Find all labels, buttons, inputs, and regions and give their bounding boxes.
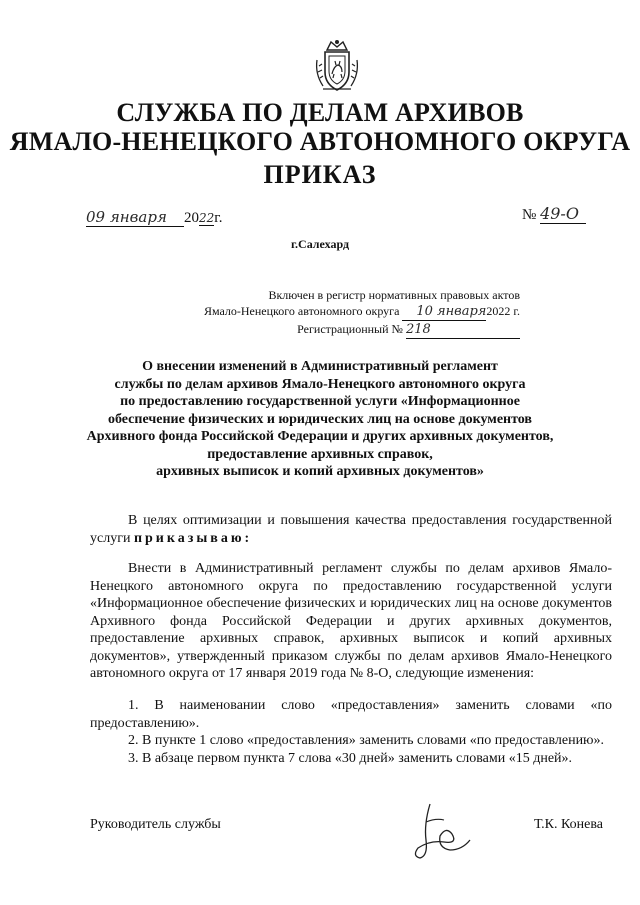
- organization-title: [0, 98, 640, 156]
- changes-list: [90, 697, 612, 767]
- subject-line: по предоставлению государственной услуги «Информационное: [120, 394, 520, 409]
- registration-line2-prefix: Ямало-Ненецкого автономного округа: [203, 304, 400, 318]
- registration-line3: [160, 321, 520, 339]
- signatory-position: Руководитель службы: [90, 817, 221, 832]
- order-date-year: 22: [199, 211, 215, 225]
- preamble-text: В целях оптимизации и повышения качества предоставления государственной услуги: [90, 513, 612, 546]
- command-word: приказываю:: [133, 530, 253, 546]
- city: г.Салехард: [290, 237, 350, 251]
- organization-title-line1: СЛУЖБА ПО ДЕЛАМ АРХИВОВ: [116, 98, 524, 127]
- document-type: ПРИКАЗ: [263, 160, 377, 189]
- handwritten-signature-icon: [400, 800, 480, 864]
- order-number: [522, 204, 586, 224]
- main-paragraph: Внести в Административный регламент службы по делам архивов Ямало-Ненецкого автономного округа по предоставлению государственной услуги «Информационное обеспечение физических и юридических лиц на основе документов Архивного фонда Российской Федерации и других архивных документов, предоставление архивных справок, архивных выписок и копий архивных документов», утвержденный приказом службы по делам архивов Ямало-Ненецкого автономного округа от 17 января 2019 года № 8-О, следующие изменения:: [90, 561, 612, 681]
- registration-date: 10 января: [402, 304, 486, 321]
- subject-line: Архивного фонда Российской Федерации и других архивных документов,: [86, 429, 554, 444]
- order-number-value: 49-О: [540, 204, 586, 224]
- order-date-year-suffix: г.: [214, 210, 223, 226]
- order-number-prefix: №: [522, 207, 537, 223]
- list-item: 1. В наименовании слово «предоставления» заменить словами «по предоставлению».: [90, 698, 612, 731]
- preamble-paragraph: [90, 512, 612, 547]
- registration-year: 2022 г.: [486, 304, 520, 318]
- registration-number: 218: [406, 322, 520, 339]
- registration-line2: [160, 303, 520, 321]
- registration-number-label: Регистрационный №: [297, 322, 403, 336]
- order-date: [86, 208, 223, 227]
- document-subject: [0, 358, 640, 481]
- order-date-year-prefix: 20: [184, 210, 199, 226]
- subject-line: обеспечение физических и юридических лиц на основе документов: [107, 411, 532, 427]
- organization-title-line2: ЯМАЛО-НЕНЕЦКОГО АВТОНОМНОГО ОКРУГА: [9, 127, 631, 156]
- registration-block: [160, 287, 520, 339]
- subject-line: службы по делам архивов Ямало-Ненецкого автономного округа: [114, 376, 526, 392]
- subject-line: предоставление архивных справок,: [207, 446, 433, 462]
- signatory-name: Т.К. Конева: [534, 817, 603, 832]
- order-date-day: 09 января: [86, 208, 184, 227]
- list-item: 3. В абзаце первом пункта 7 слова «30 дней» заменить словами «15 дней».: [128, 750, 573, 766]
- subject-line: О внесении изменений в Административный регламент: [142, 359, 498, 374]
- coat-of-arms-emblem-icon: [314, 38, 360, 94]
- list-item: 2. В пункте 1 слово «предоставления» заменить словами «по предоставлению».: [128, 733, 605, 748]
- subject-line: архивных выписок и копий архивных документов»: [156, 464, 484, 479]
- registration-line1: Включен в регистр нормативных правовых актов: [268, 288, 520, 302]
